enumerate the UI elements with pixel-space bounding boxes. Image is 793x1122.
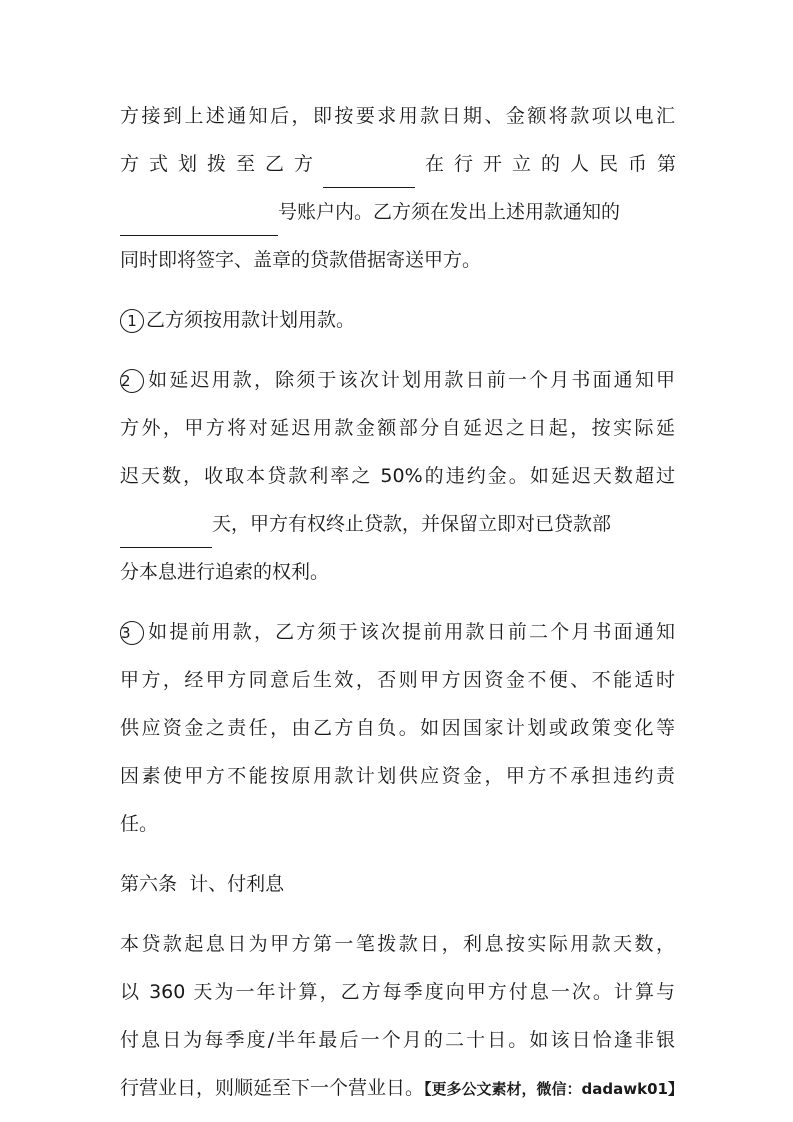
list-item <box>120 608 675 656</box>
paragraph-line: 方接到上述通知后，即按要求用款日期、金额将款项以电汇 <box>120 105 675 127</box>
circled-number-marker: 2 <box>120 369 144 393</box>
paragraph-line <box>120 188 675 236</box>
paragraph-text: 方式划拨至乙方 <box>120 153 324 175</box>
paragraph-text: 号账户内。乙方须在发出上述用款通知的 <box>278 201 621 223</box>
paragraph-line: 同时即将签字、盖章的贷款借据寄送甲方。 <box>120 249 482 271</box>
paragraph-line: 因素使甲方不能按原用款计划供应资金，甲方不承担违约责 <box>120 765 675 787</box>
paragraph-line: 分本息进行追索的权利。 <box>120 561 330 583</box>
list-item-text: 如提前用款，乙方须于该次提前用款日前二个月书面通知 <box>146 621 675 643</box>
paragraph-line: 任。 <box>120 813 159 835</box>
paragraph-line: 方外，甲方将对延迟用款金额部分自延迟之日起，按实际延 <box>120 417 675 439</box>
fill-in-blank[interactable] <box>323 159 415 188</box>
paragraph-text: 在行开立的人民币第 <box>425 153 687 175</box>
paragraph-line: 本贷款起息日为甲方第一笔拨款日，利息按实际用款天数， <box>120 933 675 955</box>
circled-number-marker: 1 <box>120 309 144 333</box>
list-item-text: 乙方须按用款计划用款。 <box>146 309 356 331</box>
document-page <box>120 92 687 1112</box>
paragraph-line: 供应资金之责任，由乙方自负。如因国家计划或政策变化等 <box>120 717 675 739</box>
promo-note: 【更多公文素材，微信：dadawk01】 <box>424 1080 683 1098</box>
paragraph-line <box>120 500 675 548</box>
section-heading: 第六条 计、付利息 <box>120 873 285 895</box>
paragraph-line: 甲方，经甲方同意后生效，否则甲方因资金不便、不能适时 <box>120 669 675 691</box>
paragraph-text: 行营业日，则顺延至下一个营业日。 <box>120 1077 425 1099</box>
list-item <box>120 296 675 344</box>
list-item <box>120 356 675 404</box>
paragraph-text: 天，甲方有权终止贷款，并保留立即对已贷款部 <box>212 513 612 535</box>
paragraph-line <box>120 140 687 188</box>
fill-in-blank[interactable] <box>120 519 212 548</box>
fill-in-blank[interactable] <box>120 207 278 236</box>
paragraph-line <box>120 1064 683 1112</box>
paragraph-line: 付息日为每季度/半年最后一个月的二十日。如该日恰逢非银 <box>120 1029 675 1051</box>
list-item-text: 如延迟用款，除须于该次计划用款日前一个月书面通知甲 <box>146 369 675 391</box>
circled-number-marker: 3 <box>120 621 144 645</box>
paragraph-line: 以 360 天为一年计算，乙方每季度向甲方付息一次。计算与 <box>120 981 675 1003</box>
paragraph-line: 迟天数，收取本贷款利率之 50%的违约金。如延迟天数超过 <box>120 465 675 487</box>
